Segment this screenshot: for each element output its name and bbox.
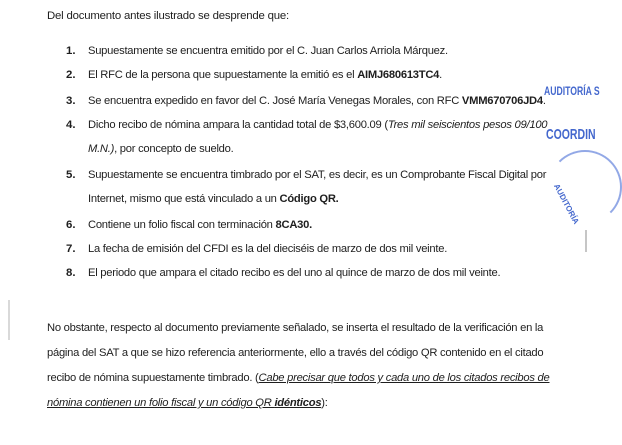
text-run: El periodo que ampara el citado recibo es del uno al quince de marzo de dos mil veinte. [88, 267, 501, 279]
margin-scan-mark [8, 300, 10, 340]
list-item-text [88, 243, 447, 255]
list-item-text [88, 95, 546, 107]
text-run: Cabe precisar que todos y cada uno de los citados recibos de [258, 372, 550, 384]
text-run: Contiene un folio fiscal con terminación [88, 219, 276, 231]
stamp-text-auditoria: AUDITORÍA S [544, 84, 600, 98]
edge-scan-mark [585, 230, 587, 252]
paragraph-line [47, 397, 328, 409]
stamp-text-rotated: AUDITORÍA [552, 182, 581, 226]
text-run: M.N.) [88, 143, 115, 155]
text-run: 8CA30. [275, 219, 312, 231]
text-run: . [439, 69, 443, 81]
text-run: VMM670706JD4 [461, 95, 543, 107]
text-run: idénticos [274, 397, 322, 409]
text-run: ): [321, 397, 328, 409]
list-item-text [88, 169, 546, 181]
list-item-number: 3. [66, 95, 76, 107]
text-run: página del SAT a que se hizo referencia anteriormente, ello a través del código QR contenido en el citado [47, 347, 544, 359]
text-run: Se encuentra expedido en favor del C. José María Venegas Morales, con RFC [88, 95, 462, 107]
list-item-number: 7. [66, 243, 76, 255]
text-run: Supuestamente se encuentra emitido por el C. Juan Carlos Arriola Márquez. [88, 45, 448, 57]
paragraph-line [47, 372, 550, 384]
list-item-text [88, 267, 500, 279]
list-item-number: 5. [66, 169, 76, 181]
text-run: nómina contienen un folio fiscal y un código QR [47, 397, 275, 409]
text-run: Internet, mismo que está vinculado a un [88, 193, 280, 205]
text-run: Código QR. [279, 193, 339, 205]
text-run: La fecha de emisión del CFDI es la del dieciséis de marzo de dos mil veinte. [88, 243, 448, 255]
text-run: . [542, 95, 546, 107]
list-item-text [88, 45, 448, 57]
list-item-text [88, 219, 312, 231]
list-item-number: 8. [66, 267, 76, 279]
list-item-number: 1. [66, 45, 76, 57]
list-item-text-continued [88, 143, 233, 155]
text-run: No obstante, respecto al documento previamente señalado, se inserta el resultado de la verificación en la [47, 322, 544, 334]
text-run: Supuestamente se encuentra timbrado por el SAT, es decir, es un Comprobante Fiscal Digital por [88, 169, 547, 181]
text-run: recibo de nómina supuestamente timbrado. ( [47, 372, 259, 384]
list-item-number: 2. [66, 69, 76, 81]
text-run: El RFC de la persona que supuestamente la emitió es el [88, 69, 358, 81]
text-run: , por concepto de sueldo. [114, 143, 234, 155]
intro-paragraph: Del documento antes ilustrado se desprende que: [47, 10, 289, 22]
text-run: AIMJ680613TC4 [357, 69, 440, 81]
list-item-text [88, 69, 442, 81]
list-item-text-continued [88, 193, 339, 205]
list-item-text [88, 119, 547, 131]
stamp-text-coordin: COORDIN [546, 126, 596, 143]
paragraph-line [47, 347, 543, 359]
text-run: Tres mil seiscientos pesos 09/100 [387, 119, 548, 131]
text-run: Dicho recibo de nómina ampara la cantidad total de $3,600.09 ( [88, 119, 388, 131]
list-item-number: 6. [66, 219, 76, 231]
paragraph-line [47, 322, 543, 334]
list-item-number: 4. [66, 119, 76, 131]
